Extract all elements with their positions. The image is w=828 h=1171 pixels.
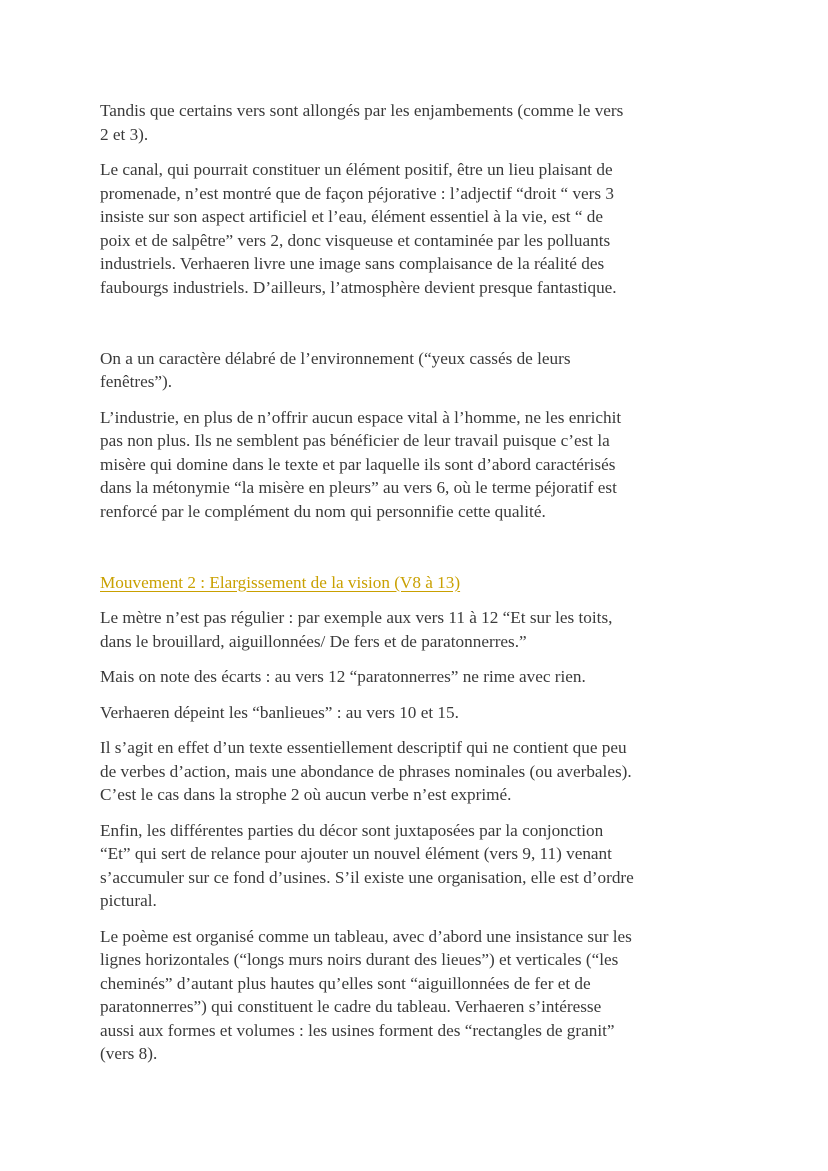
- paragraph: [100, 158, 760, 299]
- paragraph: [100, 406, 760, 524]
- text-line: pas non plus. Ils ne semblent pas bénéficier de leur travail puisque c’est la: [100, 431, 610, 450]
- blank-line: [100, 535, 760, 559]
- text-line: s’accumuler sur ce fond d’usines. S’il existe une organisation, elle est d’ordre: [100, 867, 634, 887]
- section-heading: [100, 571, 760, 595]
- text-line: Le canal, qui pourrait constituer un élément positif, être un lieu plaisant de: [100, 160, 613, 179]
- text-line: Tandis que certains vers sont allongés par les enjambements (comme le vers: [100, 101, 624, 120]
- text-line: L’industrie, en plus de n’offrir aucun espace vital à l’homme, ne les enrichit: [100, 407, 622, 427]
- text-line: aussi aux formes et volumes : les usines forment des “rectangles de granit”: [100, 1020, 615, 1040]
- paragraph: [100, 347, 760, 394]
- text-line: C’est le cas dans la strophe 2 où aucun verbe n’est exprimé.: [100, 785, 512, 804]
- blank-line: [100, 311, 760, 335]
- text-line: cheminés” d’autant plus hautes qu’elles sont “aiguillonnées de fer et de: [100, 973, 591, 993]
- text-line: poix et de salpêtre” vers 2, donc visqueuse et contaminée par les polluants: [100, 230, 611, 250]
- text-line: pictural.: [100, 891, 157, 910]
- paragraph: [100, 819, 760, 913]
- text-line: Mouvement 2 : Elargissement de la vision (V8 à 13): [100, 572, 461, 592]
- text-line: de verbes d’action, mais une abondance de phrases nominales (ou averbales).: [100, 761, 632, 781]
- text-line: Le mètre n’est pas régulier : par exemple aux vers 11 à 12 “Et sur les toits,: [100, 608, 613, 627]
- text-line: misère qui domine dans le texte et par laquelle ils sont d’abord caractérisés: [100, 454, 616, 474]
- document-page: [100, 99, 760, 1078]
- text-line: faubourgs industriels. D’ailleurs, l’atmosphère devient presque fantastique.: [100, 277, 617, 297]
- paragraph: [100, 665, 760, 689]
- text-line: Mais on note des écarts : au vers 12 “paratonnerres” ne rime avec rien.: [100, 667, 586, 686]
- text-line: (vers 8).: [100, 1044, 158, 1063]
- text-line: industriels. Verhaeren livre une image sans complaisance de la réalité des: [100, 254, 605, 273]
- text-line: dans le brouillard, aiguillonnées/ De fers et de paratonnerres.”: [100, 631, 527, 651]
- paragraph: [100, 925, 760, 1066]
- paragraph: [100, 99, 760, 146]
- text-line: insiste sur son aspect artificiel et l’eau, élément essentiel à la vie, est “ de: [100, 207, 604, 226]
- text-line: dans la métonymie “la misère en pleurs” au vers 6, où le terme péjoratif est: [100, 478, 617, 497]
- text-line: promenade, n’est montré que de façon péjorative : l’adjectif “droit “ vers 3: [100, 183, 614, 203]
- text-line: Il s’agit en effet d’un texte essentiellement descriptif qui ne contient que peu: [100, 738, 627, 757]
- paragraph: [100, 606, 760, 653]
- text-line: Le poème est organisé comme un tableau, avec d’abord une insistance sur les: [100, 926, 632, 946]
- paragraph: [100, 736, 760, 807]
- text-line: lignes horizontales (“longs murs noirs durant des lieues”) et verticales (“les: [100, 950, 619, 969]
- text-line: paratonnerres”) qui constituent le cadre du tableau. Verhaeren s’intéresse: [100, 997, 602, 1016]
- text-line: “Et” qui sert de relance pour ajouter un nouvel élément (vers 9, 11) venant: [100, 844, 612, 863]
- paragraph: [100, 701, 760, 725]
- text-line: fenêtres”).: [100, 372, 173, 391]
- text-line: Verhaeren dépeint les “banlieues” : au vers 10 et 15.: [100, 702, 459, 722]
- text-line: renforcé par le complément du nom qui personnifie cette qualité.: [100, 501, 546, 521]
- text-line: 2 et 3).: [100, 124, 149, 144]
- text-line: On a un caractère délabré de l’environnement (“yeux cassés de leurs: [100, 348, 571, 368]
- text-line: Enfin, les différentes parties du décor sont juxtaposées par la conjonction: [100, 820, 604, 840]
